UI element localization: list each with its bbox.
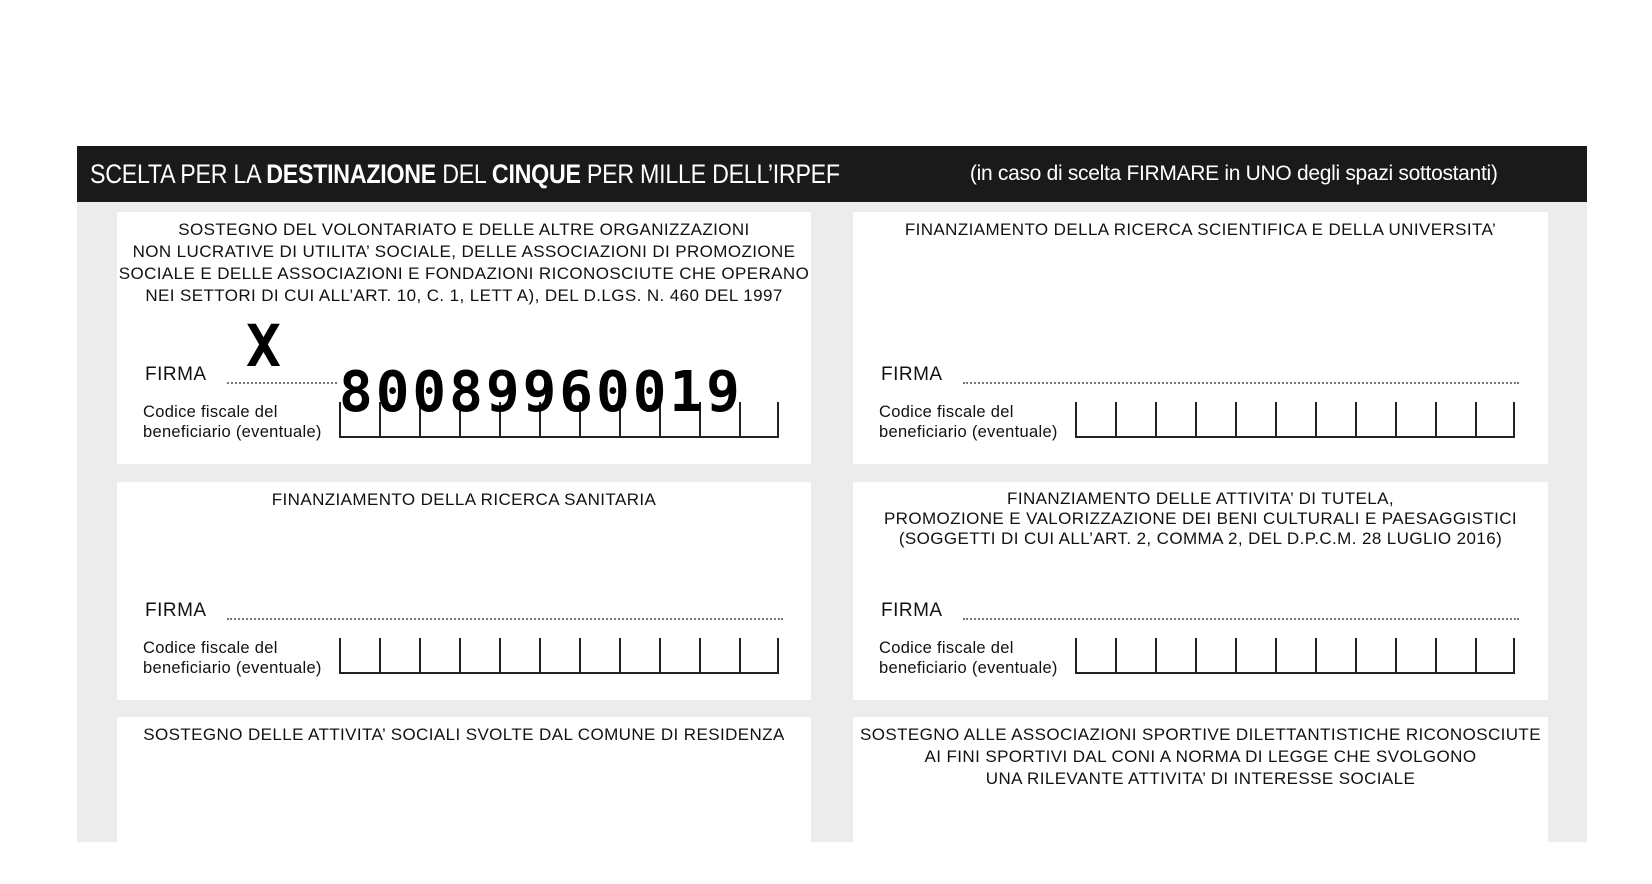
form-title-bar: [77, 146, 1587, 202]
signature-line[interactable]: [963, 382, 1519, 384]
tax-code-cell[interactable]: [1355, 402, 1395, 436]
tax-code-cell[interactable]: [459, 638, 499, 672]
tax-code-cell[interactable]: [1435, 638, 1475, 672]
tax-code-label: [879, 638, 1058, 678]
tax-code-cell[interactable]: [539, 638, 579, 672]
firma-label: FIRMA: [145, 364, 207, 385]
firma-label: FIRMA: [881, 364, 943, 385]
panel-heading: FINANZIAMENTO DELLA RICERCA SCIENTIFICA E DELLA UNIVERSITA’: [904, 220, 1497, 239]
tax-code-cell[interactable]: [1195, 638, 1235, 672]
tax-code-cell[interactable]: [659, 638, 699, 672]
tax-code-cell[interactable]: [499, 638, 539, 672]
heading-line: AI FINI SPORTIVI DAL CONI A NORMA DI LEGGE CHE SVOLGONO: [924, 747, 1477, 766]
tax-code-label-line: beneficiario (eventuale): [879, 423, 1058, 441]
heading-line: NEI SETTORI DI CUI ALL’ART. 10, C. 1, LETT A), DEL D.LGS. N. 460 DEL 1997: [145, 286, 783, 305]
tax-code-cell[interactable]: [379, 638, 419, 672]
tax-code-cell[interactable]: [619, 638, 659, 672]
tax-code-cell[interactable]: [1155, 402, 1195, 436]
tax-code-value: 80089960019: [339, 360, 743, 425]
tax-code-cell[interactable]: [1315, 402, 1355, 436]
tax-code-label-line: Codice fiscale del: [143, 403, 278, 421]
tax-code-cell[interactable]: [1395, 402, 1435, 436]
heading-line: SOSTEGNO ALLE ASSOCIAZIONI SPORTIVE DILETTANTISTICHE RICONOSCIUTE: [860, 725, 1541, 744]
tax-code-boxes[interactable]: [1075, 638, 1515, 674]
tax-code-cell[interactable]: [339, 638, 379, 672]
signature-x-mark: X: [246, 312, 281, 380]
heading-line: SOCIALE E DELLE ASSOCIAZIONI E FONDAZIONI RICONOSCIUTE CHE OPERANO: [118, 264, 810, 283]
tax-code-label-line: beneficiario (eventuale): [143, 659, 322, 677]
form-title-note: (in caso di scelta FIRMARE in UNO degli spazi sottostanti): [969, 162, 1498, 185]
title-part: PER MILLE DELL’IRPEF: [580, 158, 840, 189]
title-part-bold: DESTINAZIONE: [266, 158, 437, 189]
panel-ricerca-scientifica: [853, 212, 1548, 464]
tax-code-cell[interactable]: [1115, 402, 1155, 436]
tax-code-cell[interactable]: [1235, 402, 1275, 436]
tax-code-cell[interactable]: [1395, 638, 1435, 672]
tax-code-cell[interactable]: [1275, 402, 1315, 436]
signature-line[interactable]: [227, 618, 783, 620]
signature-line[interactable]: [963, 618, 1519, 620]
tax-code-boxes[interactable]: [1075, 402, 1515, 438]
tax-code-cell[interactable]: [419, 638, 459, 672]
signature-line[interactable]: [227, 382, 337, 384]
tax-code-cell[interactable]: [1075, 638, 1115, 672]
panel-beni-culturali: [853, 482, 1548, 700]
tax-code-cell[interactable]: [1235, 638, 1275, 672]
panel-heading: FINANZIAMENTO DELLA RICERCA SANITARIA: [271, 490, 657, 509]
tax-code-cell[interactable]: [1475, 402, 1515, 436]
tax-code-label-line: Codice fiscale del: [143, 639, 278, 657]
tax-code-cell[interactable]: [1435, 402, 1475, 436]
tax-code-cell[interactable]: [699, 638, 739, 672]
panel-associazioni-sportive: [853, 717, 1548, 847]
tax-code-label-line: beneficiario (eventuale): [879, 659, 1058, 677]
tax-code-cell[interactable]: [1275, 638, 1315, 672]
tax-code-label-line: Codice fiscale del: [879, 639, 1014, 657]
panel-heading: [853, 489, 1548, 549]
heading-line: (SOGGETTI DI CUI ALL’ART. 2, COMMA 2, DEL D.P.C.M. 28 LUGLIO 2016): [898, 529, 1503, 548]
tax-code-cell[interactable]: [739, 638, 779, 672]
heading-line: PROMOZIONE E VALORIZZAZIONE DEI BENI CULTURALI E PAESAGGISTICI: [883, 509, 1518, 528]
tax-code-cell[interactable]: [1355, 638, 1395, 672]
heading-line: SOSTEGNO DEL VOLONTARIATO E DELLE ALTRE ORGANIZZAZIONI: [178, 220, 750, 239]
tax-code-cell[interactable]: [1115, 638, 1155, 672]
panel-heading: SOSTEGNO DELLE ATTIVITA’ SOCIALI SVOLTE DAL COMUNE DI RESIDENZA: [143, 725, 785, 744]
tax-code-cell[interactable]: [1475, 638, 1515, 672]
heading-line: NON LUCRATIVE DI UTILITA’ SOCIALE, DELLE ASSOCIAZIONI DI PROMOZIONE: [132, 242, 796, 261]
form-title: [90, 159, 840, 190]
title-part: SCELTA PER LA: [90, 158, 267, 189]
tax-code-label-line: Codice fiscale del: [879, 403, 1014, 421]
title-part-bold: CINQUE: [491, 158, 581, 189]
tax-code-label-line: beneficiario (eventuale): [143, 423, 322, 441]
panel-comune-residenza: [117, 717, 811, 847]
panel-ricerca-sanitaria: [117, 482, 811, 700]
heading-line: UNA RILEVANTE ATTIVITA’ DI INTERESSE SOCIALE: [985, 769, 1416, 788]
tax-code-cell[interactable]: [1075, 402, 1115, 436]
heading-line: FINANZIAMENTO DELLE ATTIVITA’ DI TUTELA,: [1007, 489, 1394, 508]
tax-code-label: [143, 402, 322, 442]
tax-code-label: [143, 638, 322, 678]
tax-code-label: [879, 402, 1058, 442]
panel-volontariato: [117, 212, 811, 464]
tax-code-cell[interactable]: [1155, 638, 1195, 672]
panel-heading: [117, 219, 811, 307]
title-part: DEL: [436, 158, 492, 189]
tax-code-cell[interactable]: [1315, 638, 1355, 672]
tax-code-boxes[interactable]: [339, 638, 779, 674]
tax-code-cell[interactable]: [739, 402, 779, 436]
tax-code-cell[interactable]: [579, 638, 619, 672]
panel-heading: [853, 724, 1548, 790]
firma-label: FIRMA: [881, 600, 943, 621]
tax-code-cell[interactable]: [1195, 402, 1235, 436]
firma-label: FIRMA: [145, 600, 207, 621]
